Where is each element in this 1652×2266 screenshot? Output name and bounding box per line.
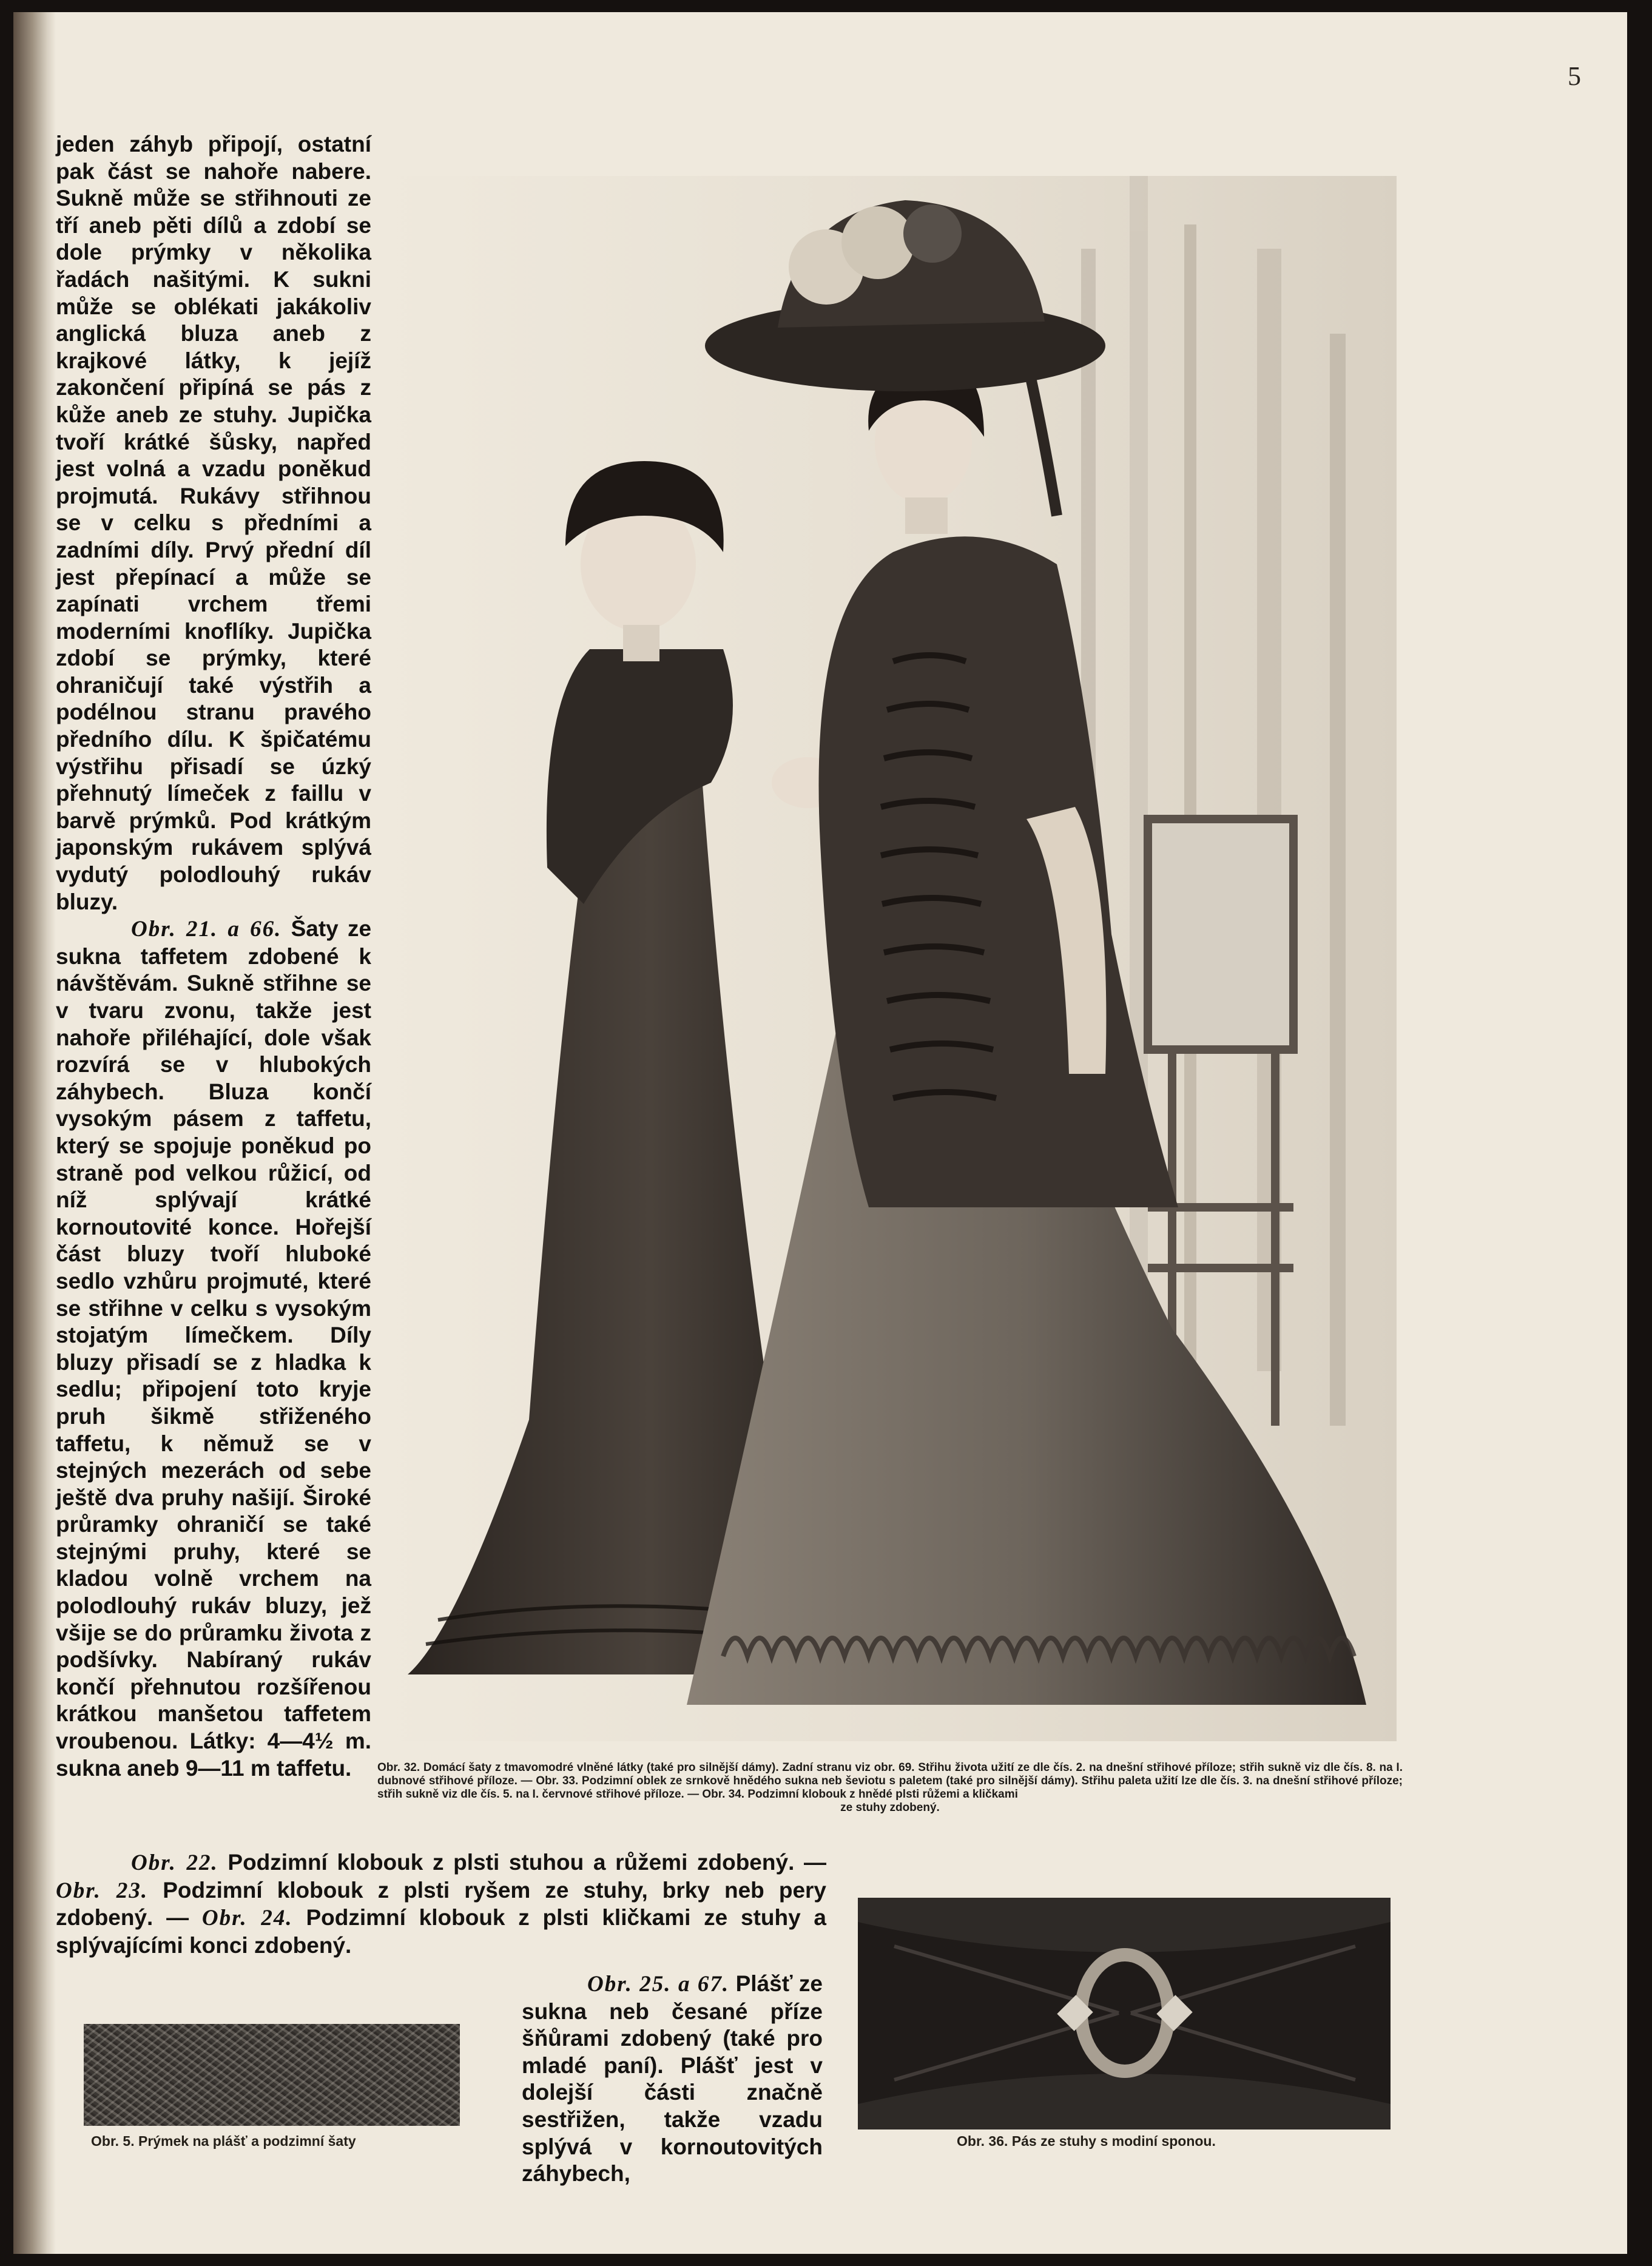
belt-caption: Obr. 36. Pás ze stuhy s modiní sponou. bbox=[957, 2133, 1216, 2149]
illustration-caption bbox=[377, 1761, 1403, 1815]
hat-22-text: Podzimní klobouk z plsti stuhou a růžemi zdobený. — bbox=[228, 1850, 827, 1875]
figure-reference: Obr. 23. bbox=[56, 1878, 149, 1903]
fashion-illustration bbox=[383, 176, 1397, 1741]
figure-reference: Obr. 25. a 67. bbox=[587, 1972, 730, 1997]
belt-buckle-image bbox=[858, 1898, 1391, 2129]
wide-text-block bbox=[56, 1849, 826, 1959]
trim-caption: Obr. 5. Prýmek na plášť a podzimní šaty bbox=[91, 2133, 356, 2149]
page-number: 5 bbox=[1568, 61, 1581, 91]
figure-reference: Obr. 22. bbox=[131, 1850, 218, 1875]
caption-last-line: ze stuhy zdobený. bbox=[840, 1801, 940, 1814]
coat-paragraph bbox=[522, 1971, 823, 2188]
coat-text: Plášť ze sukna neb česané příze šňůrami zdobený (také pro mladé paní). Plášť jest v dolejší části značně sestřižen, takže vzadu splývá v kornoutovitých záhybech, bbox=[522, 1971, 823, 2187]
coat-paragraph-block bbox=[522, 1971, 823, 2188]
figure-reference: Obr. 24. bbox=[201, 1906, 293, 1931]
left-text-column bbox=[56, 131, 371, 1782]
paragraph-obr-21-text: Šaty ze sukna taffetem zdobené k návštěvám. Sukně střihne se v tvaru zvonu, takže jest nahoře přiléhající, dole však rozvírá se v hlubokých záhybech. Bluza končí vysokým pásem z taffetu, který se spojuje poněkud po straně pod velkou růžicí, od níž splývají krátké kornoutovité konce. Hořejší část bluzy tvoří hluboké sedlo vzhůru projmuté, které se střihne v celku s vysokým stojatým límečkem. Díly bluzy přisadí se z hladka k sedlu; připojení toto kryje pruh šikmě střiženého taffetu, k němuž se v stejných mezerách od sebe ještě dva pruhy našijí. Široké průramky ohraničí se také stejnými pruhy, které se kladou volně vrchem na polodlouhý rukáv bluzy, jež všije se do průramku života z podšívky. Nabíraný rukáv končí přehnutou rozšířenou krátkou manšetou taffetem vroubenou. Látky: 4—4½ m. sukna aneb 9—11 m taffetu. bbox=[56, 916, 372, 1781]
caption-text: Obr. 32. Domácí šaty z tmavomodré vlněné látky (také pro silnější dámy). Zadní stranu viz obr. 69. Střihu života užití ze dle čís. 2. na dnešní střihové příloze; střih sukně viz dle čís. 8. na I. dubnové střihové příloze. — Obr. 33. Podzimní oblek ze srnkově hnědého sukna neb ševiotu s paletem (také pro silnější dámy). Střihu paleta užití lze dle čís. 3. na dnešní střihové příloze; střih sukně viz dle čís. 5. na I. červnové střihové příloze. — Obr. 34. Podzimní klobouk z hnědé plsti růžemi a kličkami bbox=[377, 1761, 1403, 1801]
hat-24-text: Podzimní klobouk z plsti kličkami ze stuhy a splývajícími konci zdobený. bbox=[56, 1905, 827, 1958]
trim-swatch-image bbox=[84, 2024, 460, 2126]
paragraph-obr-21 bbox=[56, 916, 371, 1782]
figure-reference: Obr. 21. a 66. bbox=[131, 917, 282, 942]
hats-paragraph bbox=[56, 1849, 826, 1959]
hat-23-text: Podzimní klobouk z plsti ryšem ze stuhy, brky neb pery zdobený. — bbox=[56, 1877, 827, 1930]
paragraph-continued: jeden záhyb připojí, ostatní pak část se nahoře nabere. Sukně může se střihnouti ze tří aneb pěti dílů a zdobí se dole prýmky v několika řadách našitými. K sukni může se oblékati jakákoliv anglická bluza aneb z krajkové látky, k jejíž zakončení připíná se pás z kůže aneb ze stuhy. Jupička tvoří krátké šůsky, napřed jest volná a vzadu poněkud projmutá. Rukávy střihnou se v celku s předními a zadními díly. Prvý přední díl jest přepínací a může se zapínati vrchem třemi moderními knoflíky. Jupička zdobí se prýmky, které ohraničují také výstřih a podélnou stranu pravého předního dílu. K špičatému výstřihu přisadí se úzký přehnutý límeček z faillu v barvě prýmků. Pod krátkým japonským rukávem splývá vydutý polodlouhý rukáv bluzy. bbox=[56, 132, 371, 914]
magazine-page bbox=[13, 12, 1627, 2254]
page-gutter bbox=[13, 12, 56, 2254]
